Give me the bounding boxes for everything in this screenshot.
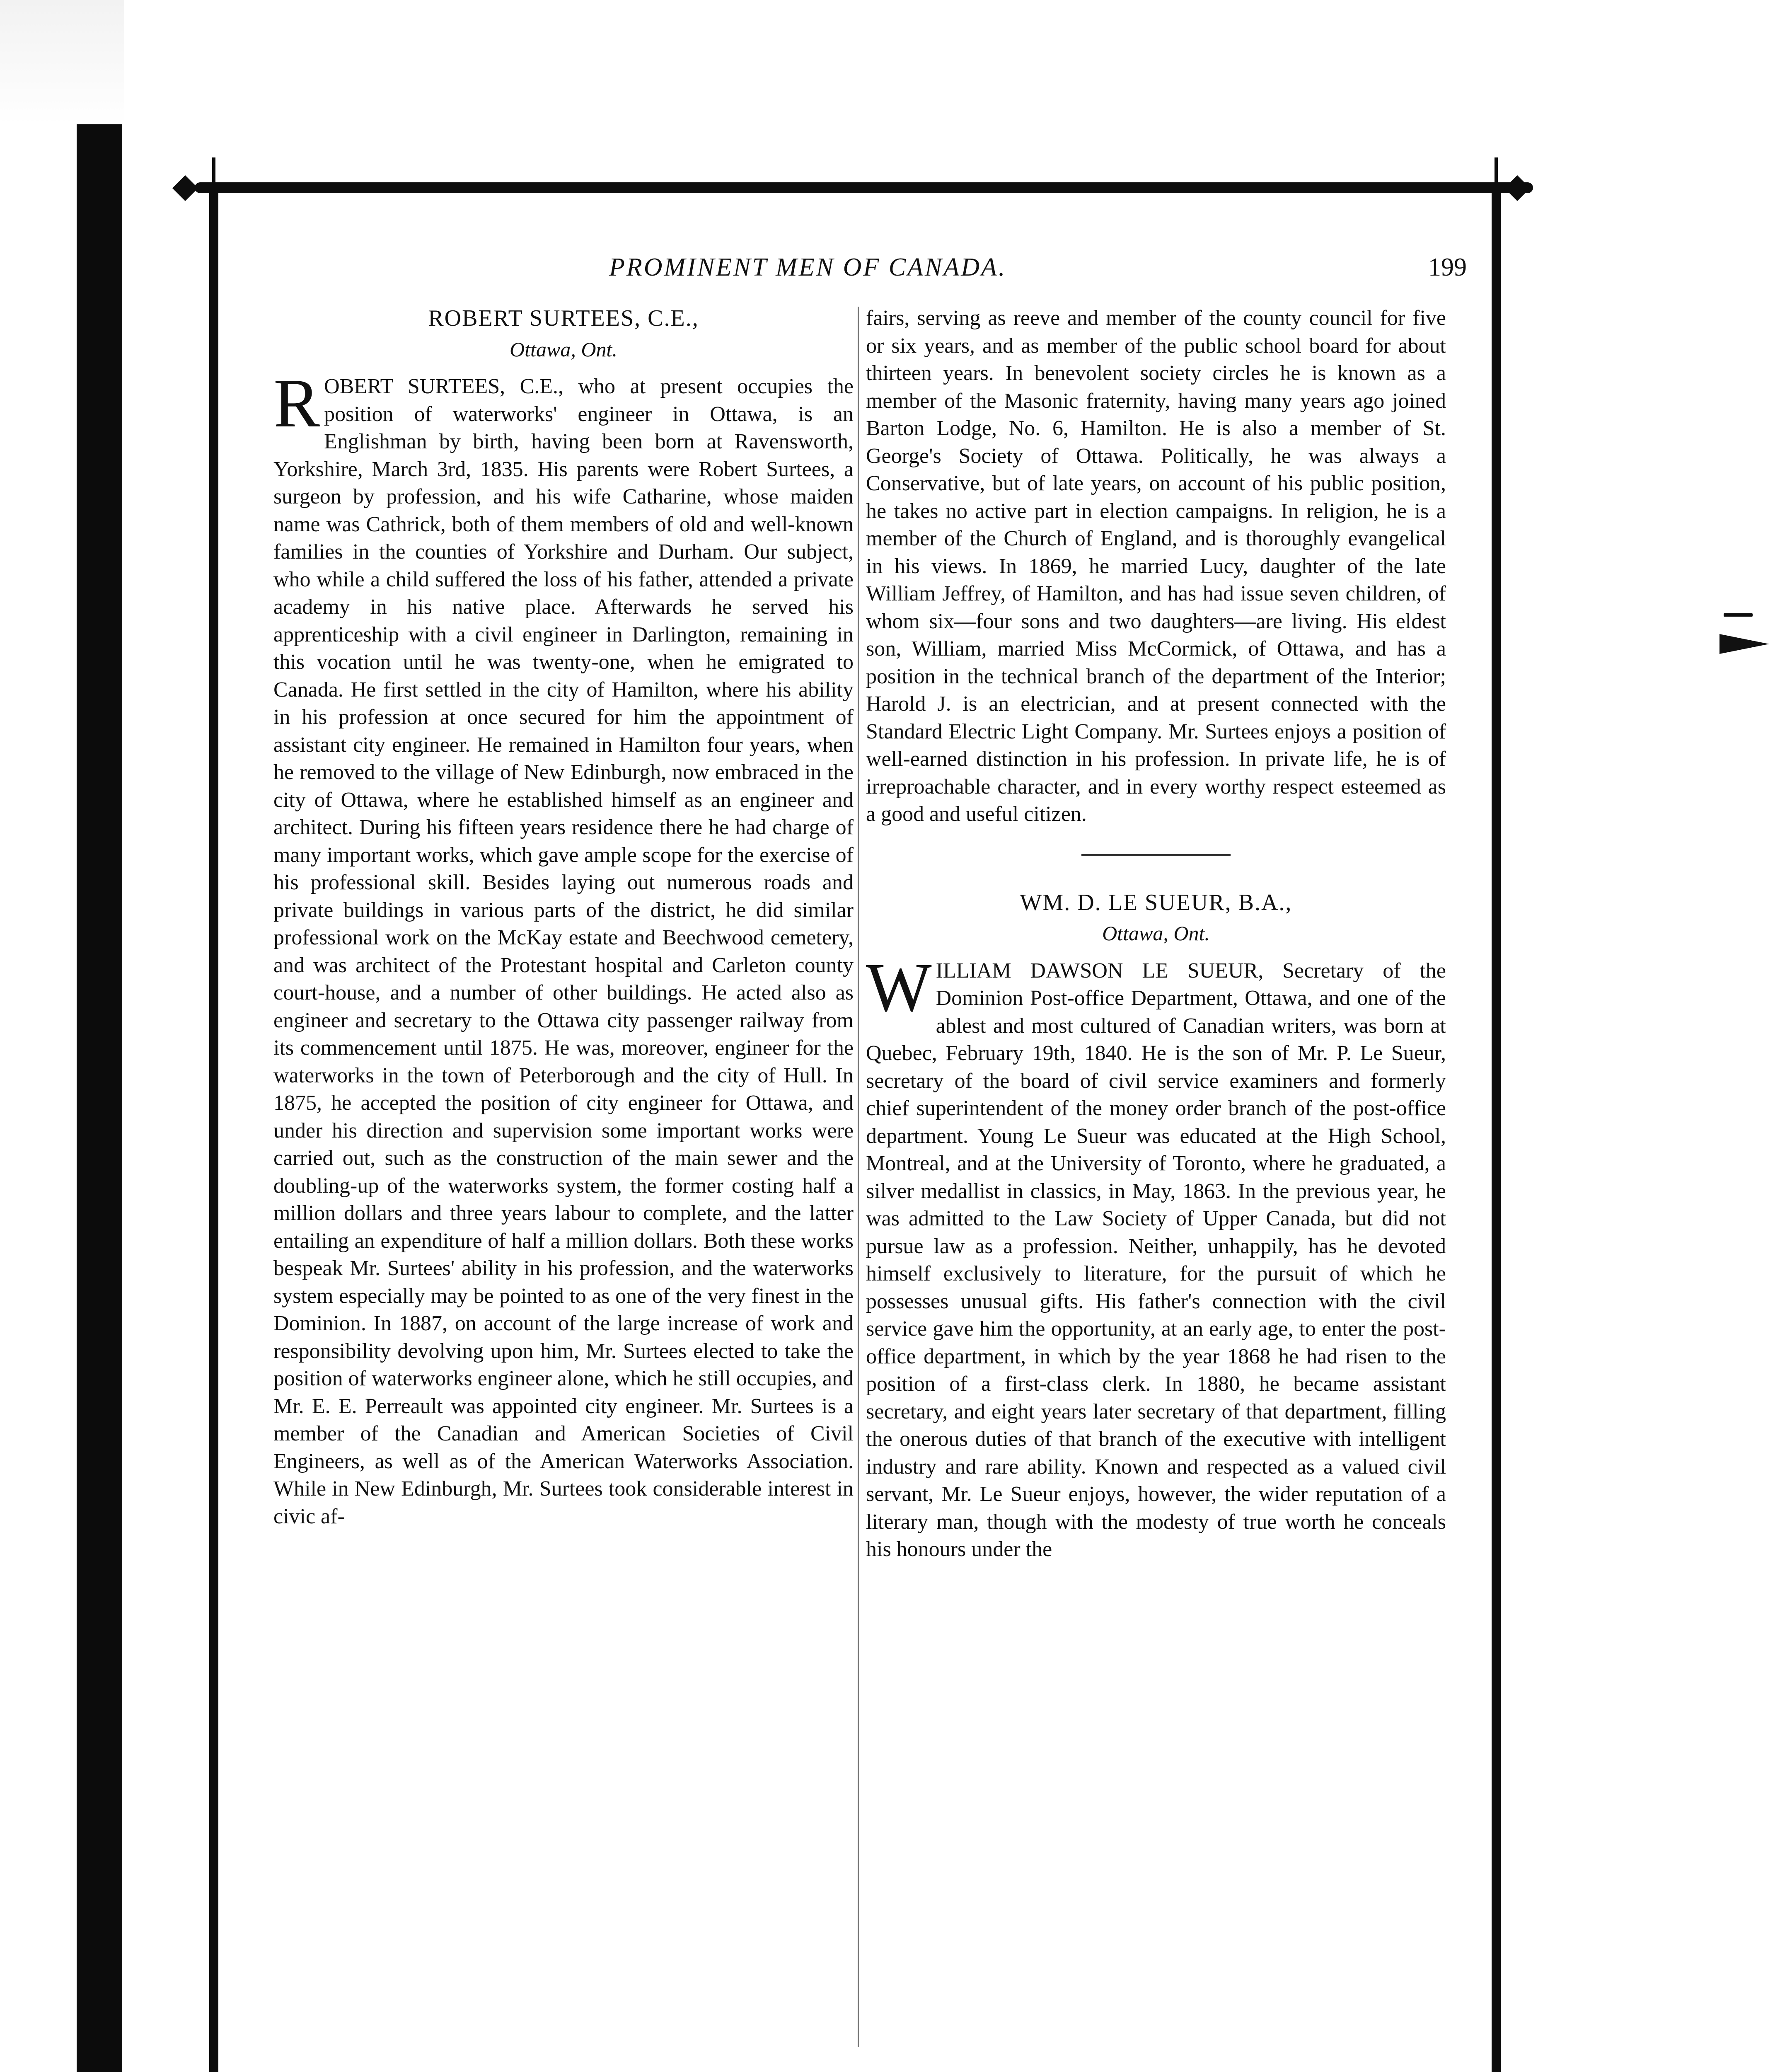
article-body	[866, 949, 1446, 1564]
article-separator	[1081, 854, 1231, 856]
left-column	[273, 305, 854, 1530]
frame-top-rule	[195, 182, 1533, 193]
article-paragraph: fairs, serving as reeve and member of the county council for five or six years, and as member of the public school board for about thirteen years. In benevolent society circles he is known as a member of the Masonic fraternity, having many years ago joined Barton Lodge, No. 6, Hamilton. He is also a member of St. George's Society of Ottawa. Politically, he was always a Conservative, but of late years, on account of his public position, he takes no active part in election campaigns. In religion, he is a member of the Church of England, and is thoroughly evangelical in his views. In 1869, he married Lucy, daughter of the late William Jeffrey, of Hamilton, and has had issue seven children, of whom six—four sons and two daughters—are living. His eldest son, William, married Miss McCormick, of Ottawa, and has a position in the technical branch of the department of the Interior; Harold J. is an electrician, and at present connected with the Standard Electric Light Company. Mr. Surtees enjoys a position of well-earned distinction in his profession. In private life, he is of irreproachable character, and in every worthy respect esteemed as a good and useful citizen.	[866, 306, 1446, 826]
running-head	[215, 253, 1467, 294]
frame-right-rule	[1492, 191, 1501, 2072]
article-place: Ottawa, Ont.	[1102, 922, 1210, 945]
article-text: ILLIAM DAWSON LE SUEUR, Secretary of the Dominion Post-office Department, Ottawa, and one of the ablest and most cultured of Canadian writers, was born at Quebec, February 19th, 1840. He is the son of Mr. P. Le Sueur, secretary of the board of civil service examiners and formerly chief superintendent of the money order branch of the post-office department. Young Le Sueur was educated at the High School, Montreal, and at the University of Toronto, where he graduated, a silver medallist in classics, in May, 1863. In the previous year, he was admitted to the Law Society of Upper Canada, but did not pursue law as a profession. Neither, unhappily, has he devoted himself exclusively to literature, for the pursuit of which he possesses unusual gifts. His father's connection with the civil service gave him the opportunity, at an early age, to enter the post-office department, in which by the year 1868 he had risen to the position of a first-class clerk. In 1880, he became assistant secretary, and eight years later secretary of that department, filling the onerous duties of that branch of the executive with intelligent industry and rare ability. Known and respected as a valued civil servant, Mr. Le Sueur enjoys, however, the wider reputation of a literary man, though with the modesty of true worth he conceals his honours under the	[866, 959, 1446, 1561]
drop-cap: W	[866, 949, 932, 1026]
scan-mark	[1724, 613, 1753, 617]
page-number: 199	[1428, 253, 1467, 281]
drop-cap: R	[273, 365, 320, 442]
corner-stem-top-left	[212, 157, 215, 207]
article-paragraph	[273, 365, 854, 1530]
article-body	[273, 365, 854, 1530]
corner-stem-top-right	[1495, 157, 1498, 207]
right-column	[866, 305, 1446, 1564]
article-place: Ottawa, Ont.	[510, 337, 617, 361]
article-title: ROBERT SURTEES, C.E.,	[428, 305, 699, 331]
corner-ornament-top-left	[172, 175, 198, 201]
scan-edge-fade	[0, 0, 124, 124]
column-divider	[858, 307, 859, 2047]
article-title: WM. D. LE SUEUR, B.A.,	[1020, 889, 1292, 915]
scan-mark-arrow	[1719, 634, 1769, 654]
article-paragraph	[866, 949, 1446, 1564]
frame-left-rule	[209, 191, 218, 2072]
article-text: OBERT SURTEES, C.E., who at present occupies the position of waterworks' engineer in Ottawa, is an Englishman by birth, having been born at Ravensworth, Yorkshire, March 3rd, 1835. His parents were Robert Surtees, a surgeon by profession, and his wife Catharine, whose maiden name was Cathrick, both of them members of old and well-known families in the counties of Yorkshire and Durham. Our subject, who while a child suffered the loss of his father, attended a private academy in his native place. Afterwards he served his apprenticeship with a civil engineer in Darlington, remaining in this vocation until he was twenty-one, when he emigrated to Canada. He first settled in the city of Hamilton, where his ability in his profession at once secured for him the appointment of assistant city engineer. He remained in Hamilton four years, when he removed to the village of New Edinburgh, now embraced in the city of Ottawa, where he established himself as an engineer and architect. During his fifteen years residence there he had charge of many important works, which gave ample scope for the exercise of his professional skill. Besides laying out numerous roads and private buildings in various parts of the district, he did similar professional work on the McKay estate and Beechwood cemetery, and was architect of the Protestant hospital and Carleton county court-house, and a number of other buildings. He acted also as engineer and secretary to the Ottawa city passenger railway from its commencement until 1875. He was, moreover, engineer for the waterworks in the town of Peterborough and the city of Hull. In 1875, he accepted the position of city engineer for Ottawa, and under his direction and supervision some important works were carried out, such as the construction of the main sewer and the doubling-up of the waterworks system, the former costing half a million dollars and three years labour to complete, and the latter entailing an expenditure of half a million dollars. Both these works bespeak Mr. Surtees' ability in his profession, and the waterworks system especially may be pointed to as one of the very finest in the Dominion. In 1887, on account of the large increase of work and responsibility devolving upon him, Mr. Surtees elected to take the position of waterworks engineer alone, which he still occupies, and Mr. E. E. Perreault was appointed city engineer. Mr. Surtees is a member of the Canadian and American Societies of Civil Engineers, as well as of the American Waterworks Association. While in New Edinburgh, Mr. Surtees took considerable interest in civic af-	[273, 375, 854, 1528]
corner-ornament-top-right	[1504, 175, 1530, 201]
scan-edge	[0, 0, 124, 2072]
binding-strip	[77, 124, 122, 2072]
running-head-title: PROMINENT MEN OF CANADA.	[609, 253, 1007, 281]
article-continuation	[866, 305, 1446, 828]
